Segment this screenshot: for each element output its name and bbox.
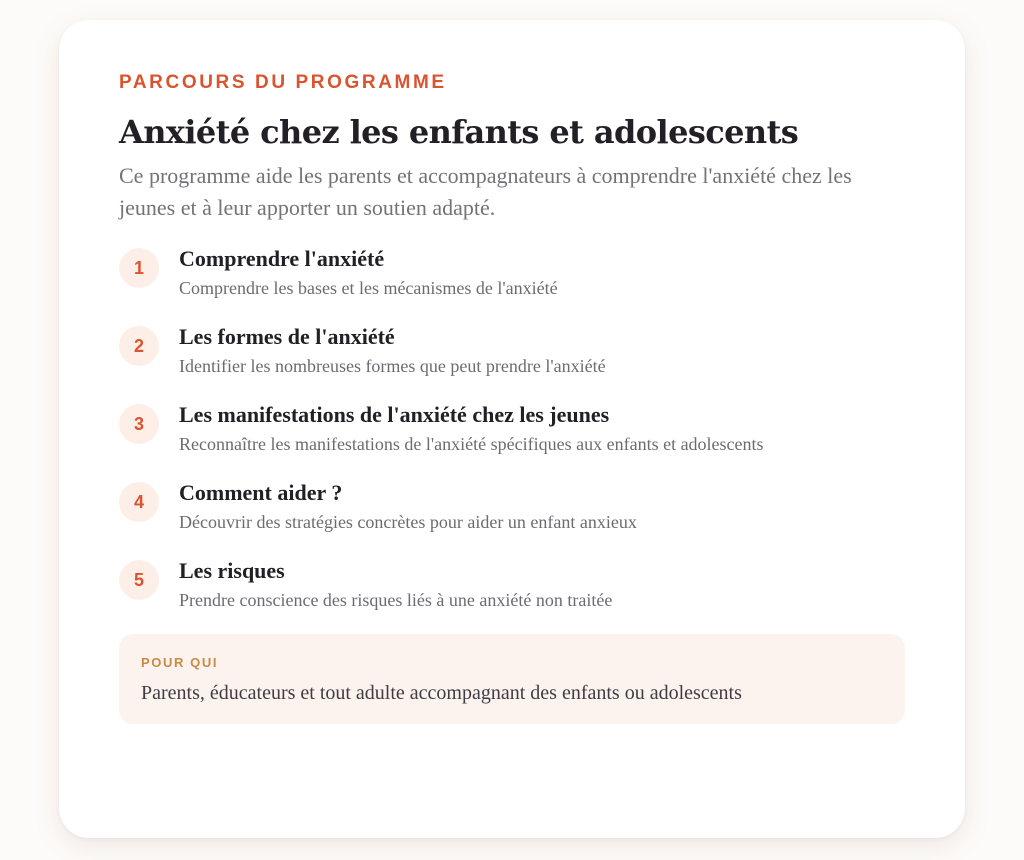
step-title: Comprendre l'anxiété <box>179 246 385 271</box>
program-card <box>59 20 965 838</box>
audience-label: POUR QUI <box>141 655 219 670</box>
step-item-1 <box>119 244 905 302</box>
step-number-badge: 5 <box>119 560 159 600</box>
step-content <box>179 400 829 458</box>
step-description: Comprendre les bases et les mécanismes de l'anxiété <box>179 278 558 298</box>
step-title: Comment aider ? <box>179 480 343 505</box>
step-description: Prendre conscience des risques liés à une anxiété non traitée <box>179 590 613 610</box>
step-item-3 <box>119 400 905 458</box>
program-title: Anxiété chez les enfants et adolescents <box>119 113 799 151</box>
step-content <box>179 244 829 302</box>
step-item-4 <box>119 478 905 536</box>
step-number-badge: 3 <box>119 404 159 444</box>
step-number-badge: 2 <box>119 326 159 366</box>
audience-text: Parents, éducateurs et tout adulte accompagnant des enfants ou adolescents <box>141 682 742 704</box>
audience-box <box>119 634 905 724</box>
program-eyebrow: PARCOURS DU PROGRAMME <box>119 72 447 93</box>
step-number-badge: 1 <box>119 248 159 288</box>
step-content <box>179 478 829 536</box>
step-title: Les risques <box>179 558 285 583</box>
step-number-badge: 4 <box>119 482 159 522</box>
step-content <box>179 322 829 380</box>
steps-list <box>119 244 905 614</box>
step-description: Reconnaître les manifestations de l'anxiété spécifiques aux enfants et adolescents <box>179 434 764 454</box>
step-title: Les formes de l'anxiété <box>179 324 395 349</box>
program-description: Ce programme aide les parents et accompagnateurs à comprendre l'anxiété chez les jeunes et à leur apporter un soutien adapté. <box>119 163 852 220</box>
step-item-2 <box>119 322 905 380</box>
step-title: Les manifestations de l'anxiété chez les jeunes <box>179 402 610 427</box>
step-content <box>179 556 829 614</box>
step-description: Identifier les nombreuses formes que peut prendre l'anxiété <box>179 356 606 376</box>
step-item-5 <box>119 556 905 614</box>
step-description: Découvrir des stratégies concrètes pour aider un enfant anxieux <box>179 512 637 532</box>
